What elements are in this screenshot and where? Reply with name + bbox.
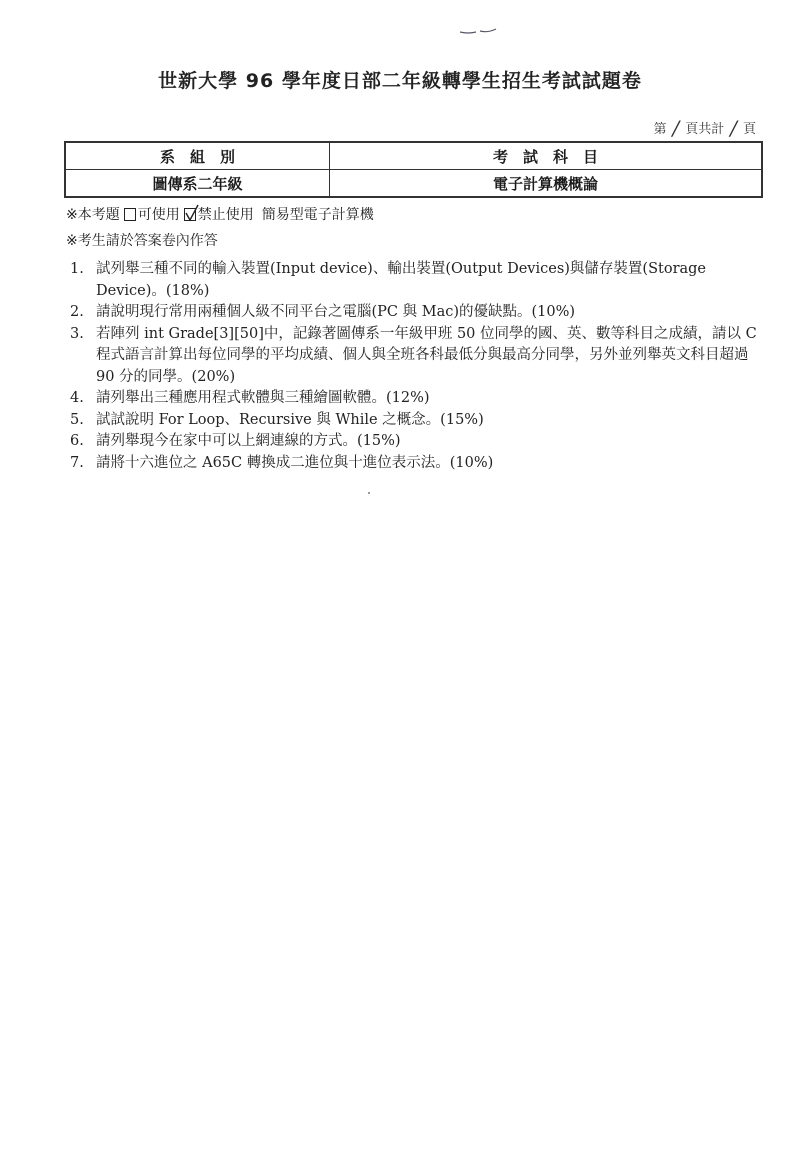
question-text: 若陣列 int Grade[3][50]中，記錄著圖傳系一年級甲班 50 位同學的國、英、數等科目之成績，請以 C 程式語言計算出每位同學的平均成績、個人與全班各科最低分與最高分同學，另外並列舉英文科目超過 90 分的同學。(20%) <box>96 325 757 385</box>
question-item <box>70 453 760 475</box>
checkmark-icon <box>184 203 200 223</box>
question-number: 1. <box>70 261 84 277</box>
question-text: 請將十六進位之 A65C 轉換成二進位與十進位表示法。(10%) <box>96 454 494 471</box>
question-text: 請說明現行常用兩種個人級不同平台之電腦(PC 與 Mac)的優缺點。(10%) <box>96 304 576 320</box>
question-number: 5. <box>70 411 84 428</box>
header-table <box>64 141 763 198</box>
question-item <box>70 324 760 389</box>
calculator-type: 簡易型電子計算機 <box>261 207 374 223</box>
calculator-note-prefix: ※本考題 <box>66 207 120 223</box>
question-number: 4. <box>70 390 84 406</box>
question-text: 試試說明 For Loop、Recursive 與 While 之概念。(15%) <box>96 411 484 428</box>
value-row <box>65 170 762 198</box>
pen-mark <box>458 24 498 36</box>
question-number: 7. <box>70 454 84 471</box>
question-item <box>70 431 760 453</box>
exam-title: 世新大學 96 學年度日部二年級轉學生招生考試試題卷 <box>158 70 642 92</box>
header-subject-label: 考 試 科 目 <box>330 142 763 170</box>
page-slash-mark: / <box>672 115 680 140</box>
subject-value: 電子計算機概論 <box>330 170 763 198</box>
question-number: 2. <box>70 304 84 320</box>
page-total-slash-mark: / <box>730 115 737 140</box>
question-item <box>70 259 760 302</box>
answer-instruction: ※考生請於答案卷內作答 <box>66 233 218 249</box>
page-info <box>653 115 756 140</box>
page-suffix: 頁 <box>742 122 756 137</box>
question-item <box>70 410 760 432</box>
question-text: 請列舉現今在家中可以上網連線的方式。(15%) <box>96 433 401 449</box>
header-department-label: 系 組 別 <box>65 142 330 170</box>
question-list <box>70 259 760 474</box>
question-text: 請列舉出三種應用程式軟體與三種繪圖軟體。(12%) <box>96 390 430 406</box>
option-allowed-label: 可使用 <box>137 207 180 223</box>
question-text: 試列舉三種不同的輸入裝置(Input device)、輸出裝置(Output Devices)與儲存裝置(Storage Device)。(18%) <box>96 261 707 299</box>
question-number: 3. <box>70 325 84 342</box>
page-middle: 頁共計 <box>685 122 725 137</box>
checkbox-allowed[interactable] <box>124 208 136 221</box>
question-item <box>70 388 760 410</box>
checkbox-forbidden[interactable] <box>184 208 196 221</box>
option-forbidden-label: 禁止使用 <box>197 207 254 223</box>
question-number: 6. <box>70 433 84 449</box>
scan-speck <box>368 492 370 494</box>
department-value: 圖傳系二年級 <box>65 170 330 198</box>
header-row <box>65 142 762 170</box>
calculator-note <box>66 204 374 224</box>
page-prefix: 第 <box>653 122 667 137</box>
question-item <box>70 302 760 324</box>
